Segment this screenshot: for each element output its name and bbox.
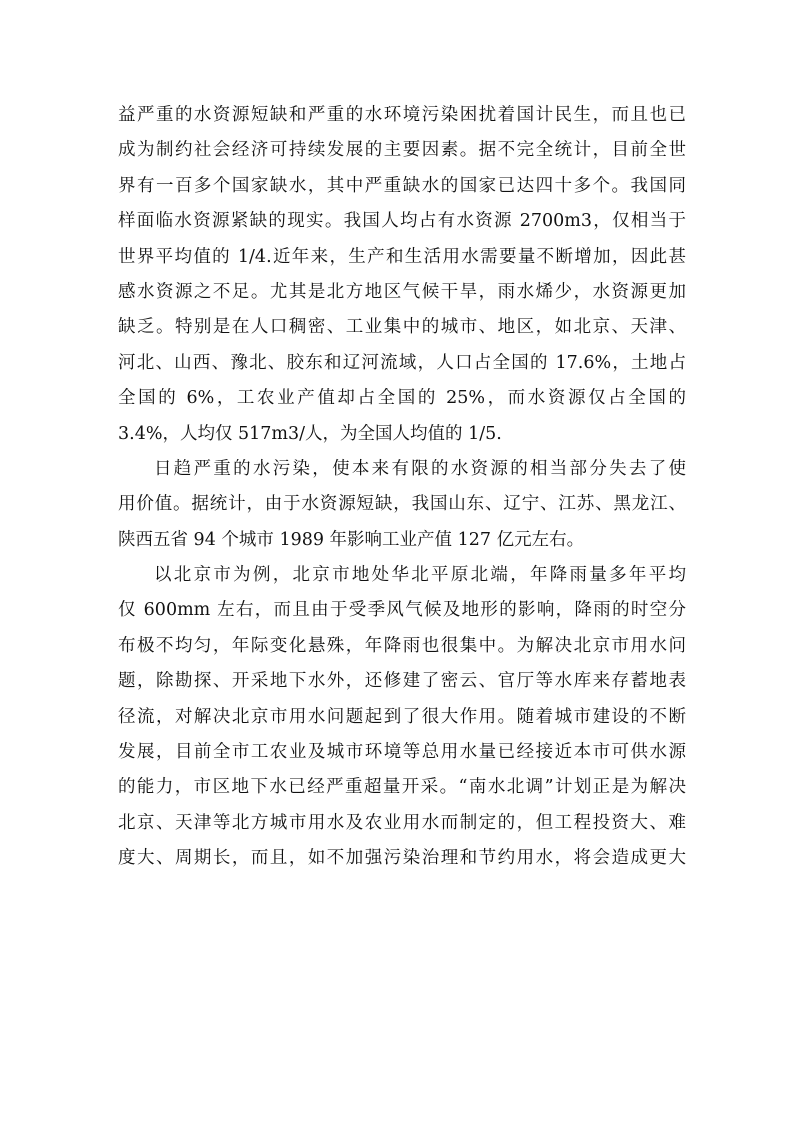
text-line: 度大、周期长，而且，如不加强污染治理和节约用水，将会造成更大	[118, 848, 686, 869]
text-line: 河北、山西、豫北、胶东和辽河流域，人口占全国的 17.6%，土地占	[118, 352, 686, 373]
text-line: 以北京市为例，北京市地处华北平原北端，年降雨量多年平均	[154, 565, 686, 586]
text-line: 缺乏。特别是在人口稠密、工业集中的城市、地区，如北京、天津、	[118, 317, 686, 338]
text-line: 用价值。据统计，由于水资源短缺，我国山东、辽宁、江苏、黑龙江、	[118, 494, 686, 515]
text-line: 界有一百多个国家缺水，其中严重缺水的国家已达四十多个。我国同	[118, 175, 686, 196]
text-line: 日趋严重的水污染，使本来有限的水资源的相当部分失去了使	[154, 458, 686, 479]
text-line: 布极不均匀，年际变化悬殊，年降雨也很集中。为解决北京市用水问	[118, 635, 686, 656]
text-line: 感水资源之不足。尤其是北方地区气候干旱，雨水烯少，水资源更加	[118, 281, 686, 302]
paragraph-2	[118, 452, 686, 558]
text-line: 全国的 6%，工农业产值却占全国的 25%，而水资源仅占全国的	[118, 388, 686, 409]
text-line: 样面临水资源紧缺的现实。我国人均占有水资源 2700m3，仅相当于	[118, 211, 686, 232]
text-line: 发展，目前全市工农业及城市环境等总用水量已经接近本市可供水源	[118, 742, 686, 763]
document-body	[118, 98, 686, 877]
text-line: 仅 600mm 左右，而且由于受季风气候及地形的影响，降雨的时空分	[118, 600, 686, 621]
paragraph-1	[118, 98, 686, 452]
text-line: 成为制约社会经济可持续发展的主要因素。据不完全统计，目前全世	[118, 140, 686, 161]
text-line: 益严重的水资源短缺和严重的水环境污染困扰着国计民生，而且也已	[118, 105, 686, 125]
text-line: 径流，对解决北京市用水问题起到了很大作用。随着城市建设的不断	[118, 706, 686, 727]
text-line: 北京、天津等北方城市用水及农业用水而制定的，但工程投资大、难	[118, 812, 686, 833]
text-line: 题，除勘探、开采地下水外，还修建了密云、官厅等水库来存蓄地表	[118, 671, 686, 692]
text-line: 世界平均值的 1/4.近年来，生产和生活用水需要量不断增加，因此甚	[118, 246, 686, 267]
text-line: 3.4%，人均仅 517m3/人，为全国人均值的 1/5.	[118, 423, 502, 444]
text-line: 陕西五省 94 个城市 1989 年影响工业产值 127 亿元左右。	[118, 529, 585, 550]
text-line: 的能力，市区地下水已经严重超量开采。“南水北调”计划正是为解决	[118, 777, 686, 798]
paragraph-3	[118, 558, 686, 877]
